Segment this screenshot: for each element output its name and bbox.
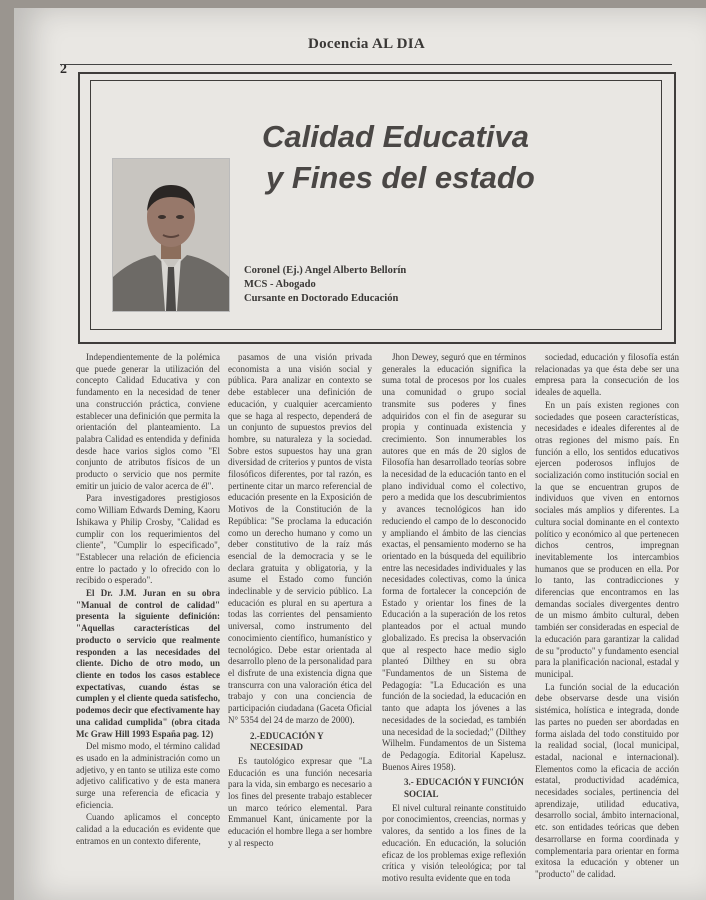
paragraph: Jhon Dewey, seguró que en términos generales la educación significa la suma total de procesos por los cuales una comunidad o grupo social transmite sus poderes y fines adquiridos con el fin de asegurar su propia y continuada existencia y crecimiento. Son innumerables los autores que en más de 20 siglos de Filosofía han desarrollado teorías sobre la necesidad de la educación tanto en el plano individual como el colectivo, pero a medida que los descubrimientos y avances tecnológicos han ido reduciendo el campo de lo desconocido y ampliando el ámbito de las ciencias exactas, el pensamiento moderno se ha orientado en la búsqueda del equilibrio entre las necesidades individuales y las necesidades colectivas, como la única forma de fortalecer la concepción de Estado y orientar los fines de la Educación a la superación de los retos planteados por el actual mundo globalizado. Es precisa la observación que al respecto hace medio siglo planteó Dilthey en su obra "Fundamentos de un Sistema de Pedagogía: "La Educación es una función de la sociedad, la educación en tanto que adapta los jóvenes a las necesidades de la sociedad, es también una necesidad de la sociedad;" (Dilthey Wilhelm. Fundamentos de un Sistema de Pedagogía. Editorial Kapelusz. Buenos Aires 1958). — [382, 352, 526, 772]
byline — [244, 264, 406, 306]
paragraph: Del mismo modo, el término calidad es usado en la administración como un adjetivo, y en tanto se utiliza este como adjetivo calificativo y de esta manera surge una referencia de eficacia y eficiencia. — [76, 741, 220, 810]
section-heading: 2.-EDUCACIÓN Y NECESIDAD — [250, 730, 324, 753]
section-heading: 3.- EDUCACIÓN Y FUNCIÓN SOCIAL — [404, 777, 524, 800]
paragraph: Para investigadores prestigiosos como William Edwards Deming, Kaoru Ishikawa y Philip Crosby, "Calidad es cumplir con los requerimientos del cliente", "Cumplir lo especificado", "Establecer una relación de eficiencia entre lo pactado y lo ofrecido con lo recibido o esperado". — [76, 493, 220, 586]
paragraph: pasamos de una visión privada economista a una visión social y pública. Para analizar en contexto se debe establecer una definición de educación, y cualquier acercamiento que se haga al respecto, dependerá de un conjunto de supuestos previos del hombre, su naturaleza y la sociedad. Sobre estos supuestos hay una gran diversidad de criterios y puntos de vista filosóficos diferentes, por tal razón, es pertinente citar un marco referencial de educación presente en la Exposición de Motivos de la Constitución de la República: "Se proclama la educación como un derecho humano y como un deber constitutivo de la raíz más esencial de la democracia y se le declara gratuita y obligatoria, y la asume el Estado como función indeclinable y de servicio público. La educación es plural en su apertura a todas las corrientes del pensamiento universal, como instrumento del conocimiento científico, humanístico y tecnológico. Debe estar orientada al desarrollo pleno de la personalidad para el disfrute de una existencia digna que transcurra con una valoración ética del trabajo y con una conciencia de participación ciudadana (Gaceta Oficial N° 5354 del 24 de marzo de 2000). — [228, 352, 372, 725]
author-credential: MCS - Abogado — [244, 279, 316, 290]
title-line-2: y Fines del estado — [266, 160, 535, 195]
paragraph: Es tautológico expresar que "La Educación es una función necesaria para la vida, sin embargo es necesario a los fines del presente trabajo establecer un marco teórico elemental. Para Emmanuel Kant, únicamente por la educación el hombre llega a ser hombre y al respecto — [228, 755, 372, 848]
author-photo — [112, 158, 230, 312]
paragraph: En un país existen regiones con sociedades que poseen características, necesidades e ideales diferentes al de otras regiones del mismo país. En función a ello, los sentidos educativos ejercen poderosos influjos de socialización como institución social en la que se encuentran grupos de individuos que viven en entornos sociales más amplios y diferentes. La cultura social dominante en el contexto político y económico al que pertenecen dichos centros, impregnan inevitablemente los intercambios humanos que se producen en ella. Por lo tanto, las contradicciones y diferencias que encontramos en las demandas sociales divergentes dentro de un mismo ámbito cultural, deben también ser consideradas en especial de la educación para garantizar la calidad de su "producto" y fundamento esencial para la planificación nacional, estadal y municipal. — [535, 399, 679, 679]
paragraph: Independientemente de la polémica que puede generar la utilización del concepto Calidad Educativa y con fundamento en la necesidad de tener una construcción práctica, conviene establecer una definición que permita la orientación del planteamiento. La palabra Calidad es entendida y definida desde hace varios siglos como "El conjunto de atributos físicos de un producto o servicio que nos permite emitir un juicio de valor acerca de él". — [76, 352, 220, 491]
body-column-4 — [535, 352, 679, 897]
title-line-1: Calidad Educativa — [262, 119, 530, 154]
author-status: Cursante en Doctorado Educación — [244, 293, 399, 304]
header-rule — [60, 64, 672, 65]
body-column-2 — [228, 352, 372, 897]
author-name: Coronel (Ej.) Angel Alberto Bellorín — [244, 265, 407, 276]
paragraph: La función social de la educación debe observarse desde una visión sistémica, holística e integrada, donde las partes no pueden ser abordadas en forma aislada del todo constituido por la realidad social, (local municipal, estadal, nacional e internacional). Elementos como la eficacia de acción estatal, productividad académica, necesidades sociales, pertinencia del aprendizaje, utilidad educativa, desarrollo social, ámbito internacional, etc. son entidades teóricas que deben desarrollarse en forma coordinada y complementaria para orientar en forma exitosa la educación y obtener un "producto" de calidad. — [535, 681, 679, 879]
body-column-3 — [382, 352, 526, 897]
page-number: 2 — [60, 62, 67, 77]
publication-header: Docencia AL DIA — [308, 36, 425, 52]
paragraph: sociedad, educación y filosofía están relacionadas ya que ésta debe ser una empresa para la consecución de los ideales de aquella. — [535, 352, 679, 398]
paragraph: Cuando aplicamos el concepto calidad a la educación es evidente que entramos en un contexto diferente, — [76, 812, 220, 846]
paragraph: El nivel cultural reinante constituido por conocimientos, creencias, normas y valores, da sentido a los fines de la educación. En educación, la solución eficaz de los problemas exige reflexión crítica y visión teleológica; por tal motivo resulta evidente que en toda — [382, 802, 526, 883]
article-title — [262, 116, 652, 198]
paragraph: El Dr. J.M. Juran en su obra "Manual de control de calidad" presenta la siguiente definición: "Aquellas características del producto o servicio que realmente responden a las necesidades del cliente. Dicho de otro modo, un cliente en todos los casos establece expectativas, cuando éstas se cumplen y el cliente queda satisfecho, podemos decir que efectivamente hay una calidad cumplida" (obra citada Mc Graw Hill 1993 España pag. 12) — [76, 588, 220, 739]
body-column-1 — [76, 352, 220, 897]
